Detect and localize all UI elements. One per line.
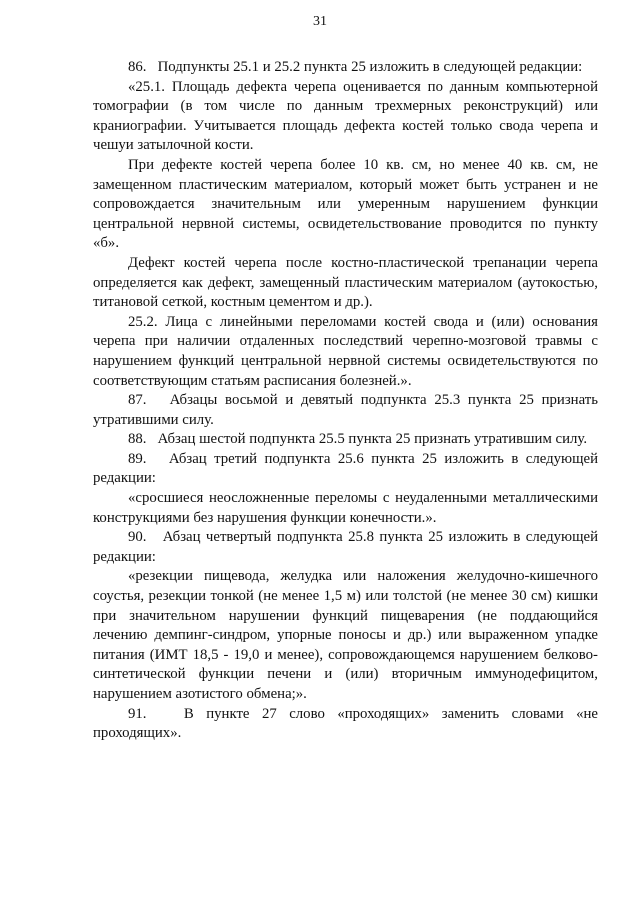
paragraph-fractures-quote: «сросшиеся неосложненные переломы с неудаленными металлическими конструкциями без нарушения функции конечности.».: [93, 490, 598, 526]
paragraph-item-88: 88. Абзац шестой подпункта 25.5 пункта 25 признать утратившим силу.: [128, 431, 588, 448]
paragraph-item-87: 87. Абзацы восьмой и девятый подпункта 25.3 пункта 25 признать утратившими силу.: [93, 392, 598, 428]
paragraph-item-91: 91. В пункте 27 слово «проходящих» заменить словами «не проходящих».: [93, 705, 598, 742]
paragraph-item-90: 90. Абзац четвертый подпункта 25.8 пункта 25 изложить в следующей редакции:: [93, 529, 598, 565]
paragraph-subitem-25-1: «25.1. Площадь дефекта черепа оценивается по данным компьютерной томографии (в том числе по данным трехмерных реконструкций) или краниографии. Учитывается площадь дефекта костей только свода черепа и чешуи затылочной кости.: [93, 78, 598, 154]
paragraph-item-89: 89. Абзац третий подпункта 25.6 пункта 25 изложить в следующей редакции:: [93, 450, 598, 487]
paragraph-subitem-25-2: 25.2. Лица с линейными переломами костей свода и (или) основания черепа при наличии отдаленных последствий черепно-мозговой травмы с нарушением функций центральной нервной системы освидетельствуются по соответствующим статьям расписания болезней.».: [93, 313, 598, 389]
paragraph-resection-quote: «резекции пищевода, желудка или наложения желудочно-кишечного соустья, резекции тонкой (не менее 1,5 м) или толстой (не менее 30 см) кишки при значительном нарушении функций пищеварения (не поддающийся лечению демпинг-синдром, упорные поносы и др.) или выраженном упадке питания (ИМТ 18,5 - 19,0 и менее), сопровождающемся нарушением белково-синтетической функции печени и (или) вторичным иммунодефицитом, нарушением азотистого обмена;».: [93, 568, 598, 702]
paragraph-skull-defect-trepanation: Дефект костей черепа после костно-пластической трепанации черепа определяется как дефект, замещенный пластическим материалом (аутокостью, титановой сеткой, костным цементом и др.).: [93, 254, 598, 311]
page-number: 31: [313, 14, 327, 29]
paragraph-item-86: 86. Подпункты 25.1 и 25.2 пункта 25 изложить в следующей редакции:: [128, 59, 583, 75]
paragraph-skull-defect-size: При дефекте костей черепа более 10 кв. см, но менее 40 кв. см, не замещенном пластическим материалом, который может быть устранен и не сопровождается значительным или умеренным нарушением функции центральной нервной системы, освидетельствование проводится по пункту «б».: [93, 156, 598, 252]
document-body: [93, 58, 598, 744]
